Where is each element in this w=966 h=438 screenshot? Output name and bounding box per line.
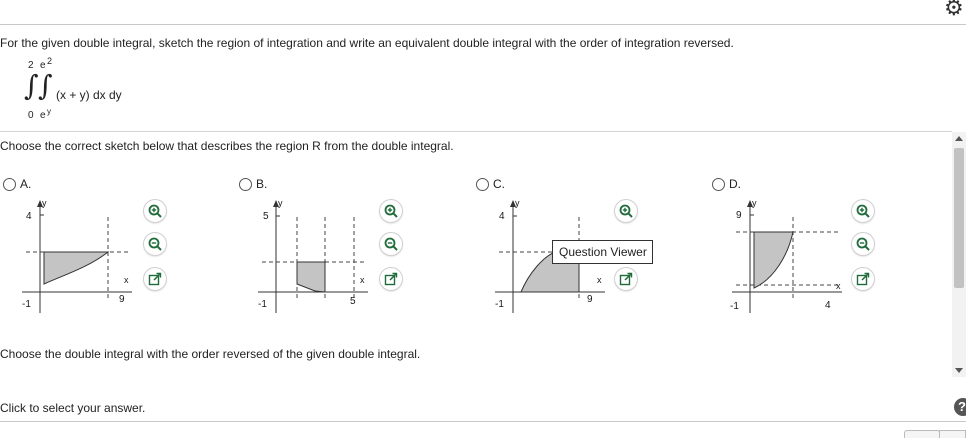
x-tick-label: 5 xyxy=(350,296,356,307)
zoom-out-icon[interactable] xyxy=(380,233,402,255)
zoom-in-icon[interactable] xyxy=(144,200,166,222)
y-tick-label: 5 xyxy=(263,211,269,222)
section-divider xyxy=(0,131,952,132)
popout-icon[interactable] xyxy=(144,268,166,290)
inner-upper-exponent: 2 xyxy=(47,56,53,66)
help-icon[interactable]: ? xyxy=(954,398,966,416)
option-d-graph xyxy=(714,195,850,323)
bottom-divider xyxy=(0,421,966,422)
popout-icon[interactable] xyxy=(615,268,637,290)
integrand: (x + y) dx dy xyxy=(56,88,122,102)
inner-lower-limit: e xyxy=(40,110,46,121)
option-b-label[interactable]: B. xyxy=(256,177,268,191)
option-a-radio[interactable] xyxy=(3,178,16,191)
integral-sign-outer: ∫ xyxy=(24,69,39,102)
option-c-label[interactable]: C. xyxy=(493,177,505,191)
y-tick-label: 9 xyxy=(736,210,742,221)
option-c-radio[interactable] xyxy=(476,178,489,191)
inner-lower-exponent: y xyxy=(47,107,51,116)
neg-tick-label: -1 xyxy=(495,299,504,310)
inner-upper-limit: e xyxy=(40,60,46,71)
question-viewer-tooltip: Question Viewer xyxy=(552,240,653,264)
y-axis-label: y xyxy=(278,198,283,208)
y-axis-label: y xyxy=(42,198,47,208)
neg-tick-label: -1 xyxy=(258,299,267,310)
option-a-label[interactable]: A. xyxy=(20,177,32,191)
x-tick-label: 4 xyxy=(825,300,831,311)
zoom-in-icon[interactable] xyxy=(380,200,402,222)
click-to-answer[interactable]: Click to select your answer. xyxy=(0,401,146,415)
option-d-label[interactable]: D. xyxy=(729,177,741,191)
gear-icon[interactable]: ⚙ xyxy=(944,0,964,21)
y-tick-label: 4 xyxy=(499,211,505,222)
zoom-out-icon[interactable] xyxy=(144,233,166,255)
x-tick-label: 9 xyxy=(119,294,125,305)
problem-instruction: For the given double integral, sketch the region of integration and write an equivalent double integral with the order of integration reversed. xyxy=(0,36,734,50)
outer-lower-limit: 0 xyxy=(28,110,34,121)
question1-prompt: Choose the correct sketch below that describes the region R from the double integral. xyxy=(0,139,454,153)
top-divider xyxy=(0,24,966,25)
scroll-down-icon[interactable] xyxy=(955,368,963,373)
question2-prompt: Choose the double integral with the order reversed of the given double integral. xyxy=(0,347,421,361)
zoom-in-icon[interactable] xyxy=(852,200,874,222)
option-b-radio[interactable] xyxy=(239,178,252,191)
zoom-out-icon[interactable] xyxy=(852,233,874,255)
neg-tick-label: -1 xyxy=(22,299,31,310)
scroll-thumb[interactable] xyxy=(954,148,964,288)
option-a-graph xyxy=(4,195,140,323)
footer-button[interactable] xyxy=(904,430,940,438)
x-axis-label: x xyxy=(124,275,129,285)
vertical-scrollbar[interactable] xyxy=(952,132,966,377)
popout-icon[interactable] xyxy=(852,268,874,290)
x-axis-label: x xyxy=(360,275,365,285)
neg-tick-label: -1 xyxy=(730,301,739,312)
x-tick-label: 9 xyxy=(587,294,593,305)
x-axis-label: x xyxy=(597,275,602,285)
outer-upper-limit: 2 xyxy=(28,60,34,71)
popout-icon[interactable] xyxy=(380,268,402,290)
option-b-graph xyxy=(240,195,376,323)
integral-sign-inner: ∫ xyxy=(38,69,53,102)
y-axis-label: y xyxy=(752,198,757,208)
x-axis-label: x xyxy=(836,281,841,291)
double-integral xyxy=(22,58,162,124)
option-d-radio[interactable] xyxy=(712,178,725,191)
y-axis-label: y xyxy=(515,198,520,208)
footer-button[interactable] xyxy=(939,430,966,438)
zoom-in-icon[interactable] xyxy=(615,200,637,222)
y-tick-label: 4 xyxy=(26,211,32,222)
scroll-up-icon[interactable] xyxy=(955,136,963,141)
